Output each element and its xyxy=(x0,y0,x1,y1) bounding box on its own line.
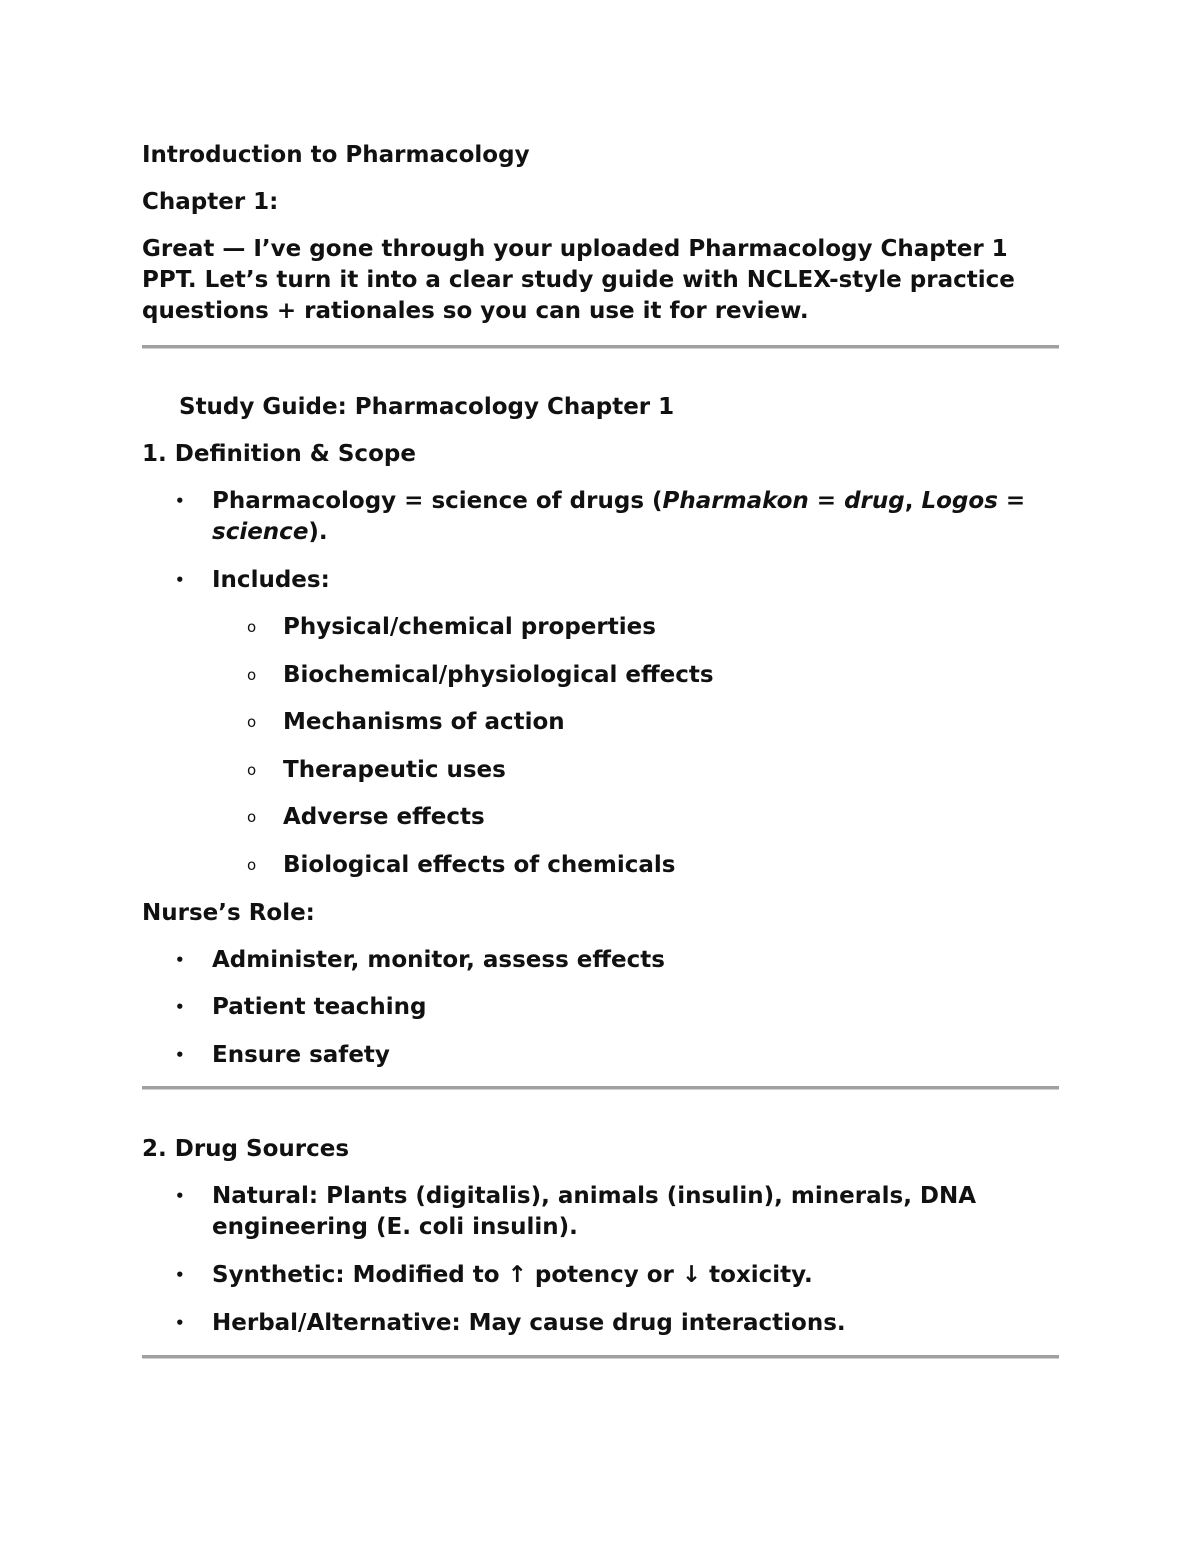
divider xyxy=(142,1355,1059,1359)
sub-bullet-marker: o xyxy=(247,618,257,636)
sub-bullet-marker: o xyxy=(247,713,257,731)
list-item: Natural: Plants (digitalis), animals (insulin), minerals, DNA engineering (E. coli insulin). xyxy=(212,1183,977,1240)
nurse-role-heading: Nurse’s Role: xyxy=(142,900,315,926)
definition-suffix: ). xyxy=(308,519,328,545)
bullet-marker: • xyxy=(175,1314,185,1332)
bullet-marker: • xyxy=(175,1046,185,1064)
definition-item xyxy=(212,486,1062,548)
document-title: Introduction to Pharmacology xyxy=(142,142,530,168)
bullet-marker: • xyxy=(175,998,185,1016)
includes-label: Includes: xyxy=(212,567,330,593)
list-item: Mechanisms of action xyxy=(283,709,565,735)
list-item: Administer, monitor, assess effects xyxy=(212,947,665,973)
list-item: Biological effects of chemicals xyxy=(283,852,676,878)
list-item: Patient teaching xyxy=(212,994,427,1020)
section-heading: 1. Definition & Scope xyxy=(142,441,416,467)
chapter-label: Chapter 1: xyxy=(142,189,279,215)
sub-bullet-marker: o xyxy=(247,666,257,684)
definition-prefix: Pharmacology = science of drugs ( xyxy=(212,488,663,514)
definition-term-pharmakon: Pharmakon = drug xyxy=(662,488,905,514)
section-heading: 2. Drug Sources xyxy=(142,1136,350,1162)
bullet-marker: • xyxy=(175,951,185,969)
list-item: Synthetic: Modified to ↑ potency or ↓ toxicity. xyxy=(212,1262,813,1288)
sub-bullet-marker: o xyxy=(247,761,257,779)
definition-term-logos: Logos = xyxy=(921,488,1026,514)
definition-term-science: science xyxy=(212,519,309,545)
bullet-marker: • xyxy=(175,1187,185,1205)
bullet-marker: • xyxy=(175,492,185,510)
list-item: Herbal/Alternative: May cause drug interactions. xyxy=(212,1310,846,1336)
bullet-marker: • xyxy=(175,1266,185,1284)
list-item: Physical/chemical properties xyxy=(283,614,656,640)
bullet-marker: • xyxy=(175,571,185,589)
list-item: Therapeutic uses xyxy=(283,757,506,783)
list-item: Biochemical/physiological effects xyxy=(283,662,714,688)
list-item: Ensure safety xyxy=(212,1042,390,1068)
definition-separator: , xyxy=(904,488,922,514)
divider xyxy=(142,345,1059,349)
list-item: Adverse effects xyxy=(283,804,485,830)
sub-bullet-marker: o xyxy=(247,856,257,874)
divider xyxy=(142,1086,1059,1090)
sub-bullet-marker: o xyxy=(247,808,257,826)
study-guide-title: Study Guide: Pharmacology Chapter 1 xyxy=(179,394,675,420)
intro-paragraph: Great — I’ve gone through your uploaded Pharmacology Chapter 1 PPT. Let’s turn it into a clear study guide with NCLEX-style practice questions + rationales so you can use it for review. xyxy=(142,236,1015,324)
